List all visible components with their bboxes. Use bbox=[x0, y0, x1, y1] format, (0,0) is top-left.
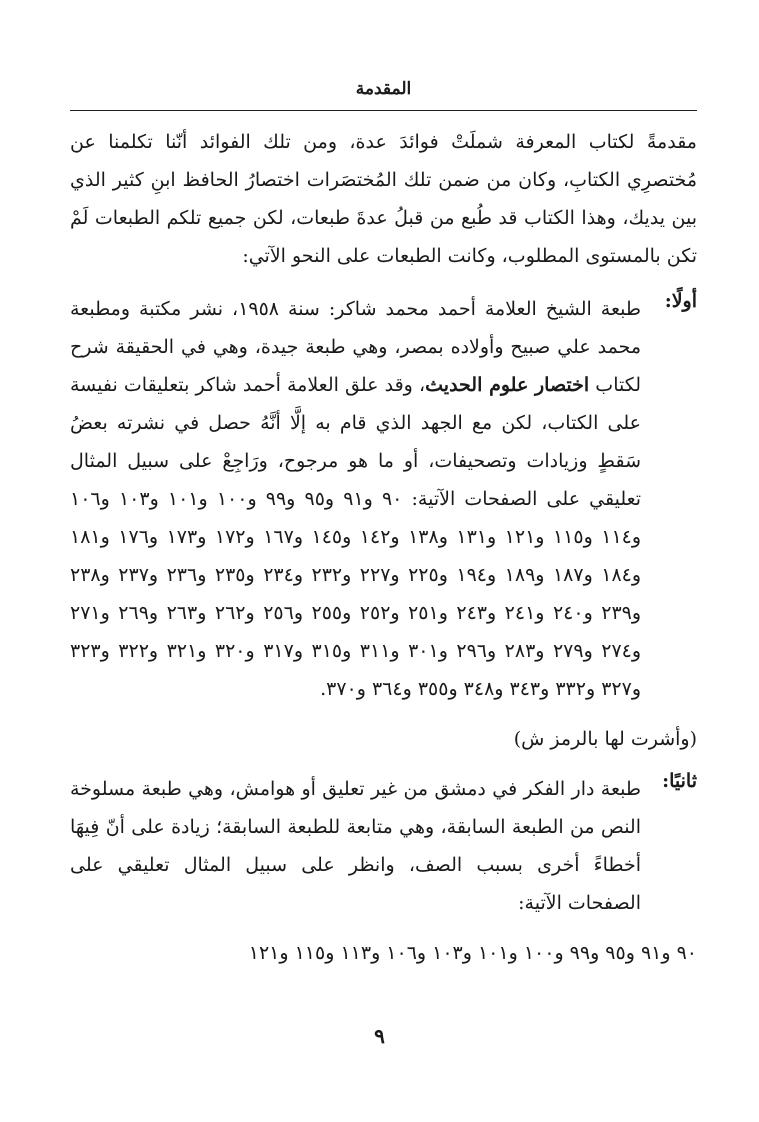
intro-paragraph: مقدمةً لكتاب المعرفة شملَتْ فوائدَ عدة، ومن تلك الفوائد أنّنا تكلمنا عن مُختصرِي الكتابِ، وكان من ضمن تلك المُختصَرات اختصارُ الحافظ ابنِ كثير الذي بين يديك، وهذا الكتاب قد طُبع من قبلُ عدةَ طبعات، لكن جميع تلكم الطبعات لَمْ تكن بالمستوى المطلوب، وكانت الطبعات على النحو الآتي: bbox=[70, 131, 697, 267]
first-edition-text-part2: ، وقد علق العلامة أحمد شاكر بتعليقات نفيسة على الكتاب، لكن مع الجهد الذي قام به إلَّا أنَّهُ حصل في نشرته بعضُ سَقطٍ وزيادات وتصحيفات، أو ما هو مرجوح، ورَاجِعْ على سبيل المثال تعليقي على الصفحات الآتية: ٩٠ و٩١ و٩٥ و٩٩ و١٠٠ و١٠١ و١٠٣ و١٠٦ و١١٤ و١١٥ و١٢١ و١٣١ و١٣٨ و١٤٢ و١٤٥ و١٦٧ و١٧٢ و١٧٣ و١٧٦ و١٨١ و١٨٤ و١٨٧ و١٨٩ و١٩٤ و٢٢٥ و٢٢٧ و٢٣٢ و٢٣٤ و٢٣٥ و٢٣٦ و٢٣٧ و٢٣٨ و٢٣٩ و٢٤٠ و٢٤١ و٢٤٣ و٢٥١ و٢٥٢ و٢٥٥ و٢٥٦ و٢٦٢ و٢٦٣ و٢٦٩ و٢٧١ و٢٧٤ و٢٧٩ و٢٨٣ و٢٩٦ و٣٠١ و٣١١ و٣١٥ و٣١٧ و٣٢٠ و٣٢١ و٣٢٢ و٣٢٣ و٣٢٧ و٣٣٢ و٣٤٣ و٣٤٨ و٣٥٥ و٣٦٤ و٣٧٠. bbox=[70, 374, 642, 700]
paragraph-spacer bbox=[70, 758, 697, 770]
paragraph-spacer bbox=[70, 275, 697, 290]
symbol-note: (وأشرت لها بالرمز ش) bbox=[513, 728, 697, 750]
first-edition-item bbox=[70, 290, 697, 708]
paragraph-spacer bbox=[70, 708, 697, 720]
first-edition-text bbox=[70, 290, 641, 708]
running-header-title: المقدمة bbox=[355, 79, 412, 99]
page-body bbox=[70, 123, 697, 972]
page-number: ٩ bbox=[374, 1024, 385, 1048]
first-edition-label: أولًا: bbox=[664, 290, 697, 312]
second-edition-pages-line: ٩٠ و٩١ و٩٥ و٩٩ و١٠٠ و١٠١ و١٠٣ و١٠٦ و١١٣ و١١٥ و١٢١ bbox=[248, 942, 697, 964]
second-edition-text: طبعة دار الفكر في دمشق من غير تعليق أو هوامش، وهي طبعة مسلوخة النص من الطبعة السابقة، وهي متابعة للطبعة السابقة؛ زيادة على أنّ فِيهَا أخطاءً أخرى بسبب الصف، وانظر على سبيل المثال تعليقي على الصفحات الآتية: bbox=[70, 778, 641, 914]
paragraph-spacer bbox=[70, 922, 697, 934]
book-title-bold: اختصار علوم الحديث bbox=[425, 374, 590, 396]
second-edition-item bbox=[70, 770, 697, 922]
second-edition-label: ثانيًا: bbox=[662, 770, 697, 792]
header-rule bbox=[70, 110, 697, 111]
first-edition-text-part1: طبعة الشيخ العلامة أحمد محمد شاكر: سنة ١٩٥٨، نشر مكتبة ومطبعة محمد علي صبيح وأولاده بمصر، وهي طبعة جيدة، وهي في الحقيقة شرح لكتاب bbox=[70, 298, 642, 396]
